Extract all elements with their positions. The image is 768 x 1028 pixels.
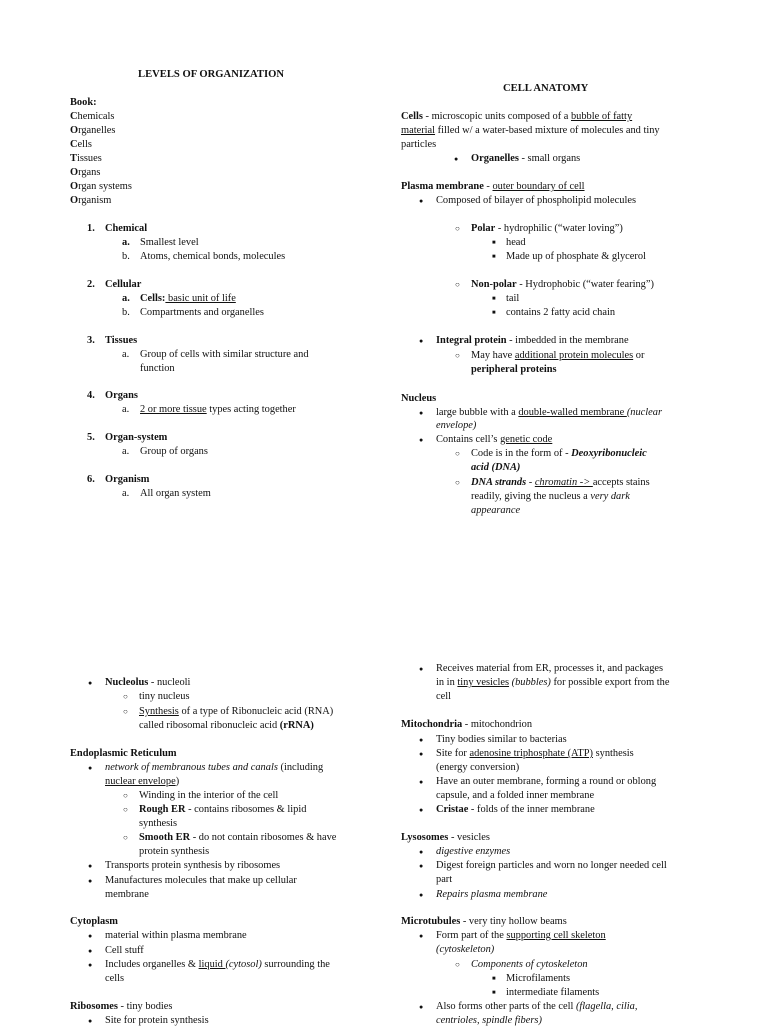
nucleus-sub-2-cont: readily, giving the nucleus a very dark (471, 491, 630, 502)
cytoplasm-item-1: ● material within plasma membrane (105, 929, 247, 943)
nucleolus-sub-2-cont: called ribosomal ribonucleic acid (rRNA) (139, 720, 314, 731)
nucleus-sub-1: ○ Code is in the form of - Deoxyribonucleic (471, 447, 647, 461)
mito-item-3-cont: capsule, and a folded inner membrane (436, 790, 595, 801)
er-heading: Endoplasmic Reticulum (70, 748, 177, 759)
polar-sub-2: ■ Made up of phosphate & glycerol (506, 250, 646, 264)
nucleus-item-2: ● Contains cell’s genetic code (436, 433, 552, 447)
polar-item: ○ Polar - hydrophilic (“water loving”) (471, 222, 623, 236)
book-list-item: Organs (70, 167, 101, 178)
lyso-item-3: ● Repairs plasma membrane (436, 888, 547, 902)
ribosomes-heading: Ribosomes - tiny bodies (70, 1001, 173, 1012)
book-label: Book: (70, 97, 97, 108)
plasma-membrane-heading: Plasma membrane - outer boundary of cell (401, 181, 585, 192)
micro-sub-1: ○ Components of cytoskeleton (471, 958, 588, 972)
integral-sub-1-cont: peripheral proteins (471, 364, 557, 375)
golgi-item-1-cont: in in tiny vesicles (bubbles) for possible export from the (436, 677, 670, 688)
er-sub-3: ○ Smooth ER - do not contain ribosomes & have (139, 831, 336, 845)
nucleus-item-1: ● large bubble with a double-walled membrane (nuclear (436, 406, 662, 420)
nonpolar-sub-1: ■ tail (506, 292, 519, 306)
book-list-item: Tissues (70, 153, 102, 164)
level-heading: 3. Tissues (87, 335, 138, 346)
er-item-3: ● Manufactures molecules that make up cellular (105, 874, 297, 888)
mito-item-2: ● Site for adenosine triphosphate (ATP) synthesis (436, 747, 634, 761)
integral-protein-item: ● Integral protein - imbedded in the membrane (436, 334, 629, 348)
mito-item-2-cont: (energy conversion) (436, 762, 520, 773)
micro-item-2-cont: centrioles, spindle fibers) (436, 1015, 542, 1026)
level-item: a. Group of organs (122, 446, 208, 457)
er-sub-1: ○ Winding in the interior of the cell (139, 789, 278, 803)
cells-line-2: material filled w/ a water-based mixture of molecules and tiny (401, 125, 660, 136)
golgi-item-1: ● Receives material from ER, processes it, and packages (436, 662, 663, 676)
book-list-item: Cells (70, 139, 92, 150)
level-heading: 1. Chemical (87, 223, 148, 234)
micro-sub-sub-2: ■ intermediate filaments (506, 986, 599, 1000)
cytoplasm-item-2: ● Cell stuff (105, 944, 144, 958)
level-heading: 6. Organism (87, 474, 150, 485)
mito-item-4: ● Cristae - folds of the inner membrane (436, 803, 595, 817)
nucleolus-sub-1: ○ tiny nucleus (139, 690, 190, 704)
level-item: a. Group of cells with similar structure and (122, 349, 309, 360)
level-item: a. All organ system (122, 488, 211, 499)
level-heading: 5. Organ-system (87, 432, 168, 443)
polar-sub-1: ■ head (506, 236, 526, 250)
section-title: CELL ANATOMY (503, 83, 589, 94)
book-list-item: Organism (70, 195, 112, 206)
ribosomes-item-1: ● Site for protein synthesis (105, 1014, 209, 1028)
micro-sub-sub-1: ■ Microfilaments (506, 972, 570, 986)
book-list-item: Organelles (70, 125, 116, 136)
er-item-1: ● network of membranous tubes and canals (including (105, 761, 323, 775)
level-heading: 4. Organs (87, 390, 138, 401)
lyso-item-1: ● digestive enzymes (436, 845, 510, 859)
level-item: b. Compartments and organelles (122, 307, 264, 318)
micro-item-1: ● Form part of the supporting cell skeleton (436, 929, 606, 943)
level-item-cont: function (140, 363, 175, 374)
plasma-item: ● Composed of bilayer of phospholipid molecules (436, 194, 636, 208)
level-item: a. 2 or more tissue types acting together (122, 404, 296, 415)
book-list-item: Organ systems (70, 181, 132, 192)
cytoplasm-heading: Cytoplasm (70, 916, 118, 927)
er-sub-2-cont: synthesis (139, 818, 178, 829)
level-item: b. Atoms, chemical bonds, molecules (122, 251, 286, 262)
integral-sub-1: ○ May have additional protein molecules or (471, 349, 644, 363)
nucleus-sub-2-cont-2: appearance (471, 505, 521, 516)
mitochondria-heading: Mitochondria - mitochondrion (401, 719, 533, 730)
er-item-3-cont: membrane (105, 889, 149, 900)
level-item: a. Cells: basic unit of life (122, 293, 236, 304)
nonpolar-item: ○ Non-polar - Hydrophobic (“water fearing”) (471, 278, 654, 292)
cytoplasm-item-3-cont: cells (105, 973, 125, 984)
cytoplasm-item-3: ● Includes organelles & liquid (cytosol) surrounding the (105, 958, 330, 972)
nucleolus-item: ● Nucleolus - nucleoli (105, 676, 190, 690)
lyso-item-2-cont: part (436, 874, 453, 885)
lysosomes-heading: Lysosomes - vesicles (401, 832, 490, 843)
nucleus-sub-1-cont: acid (DNA) (471, 462, 521, 473)
level-item: a. Smallest level (122, 237, 199, 248)
microtubules-heading: Microtubules - very tiny hollow beams (401, 916, 567, 927)
mito-item-3: ● Have an outer membrane, forming a round or oblong (436, 775, 656, 789)
er-item-1-cont: nuclear envelope) (105, 776, 180, 787)
er-item-2: ● Transports protein synthesis by ribosomes (105, 859, 280, 873)
golgi-item-1-cont-2: cell (436, 691, 451, 702)
page-title: LEVELS OF ORGANIZATION (138, 69, 284, 80)
nucleus-sub-2: ○ DNA strands - chromatin -> accepts stains (471, 476, 650, 490)
cells-line-1: Cells - microscopic units composed of a bubble of fatty (401, 111, 633, 122)
book-list-item: Chemicals (70, 111, 115, 122)
micro-item-2: ● Also forms other parts of the cell (flagella, cilia, (436, 1000, 637, 1014)
er-sub-2: ○ Rough ER - contains ribosomes & lipid (139, 803, 306, 817)
lyso-item-2: ● Digest foreign particles and worn no longer needed cell (436, 859, 667, 873)
mito-item-1: ● Tiny bodies similar to bacterias (436, 733, 567, 747)
organelles-item: ● Organelles - small organs (471, 152, 580, 166)
er-sub-3-cont: protein synthesis (139, 846, 210, 857)
cells-line-3: particles (401, 139, 437, 150)
nucleolus-sub-2: ○ Synthesis of a type of Ribonucleic acid (RNA) (139, 705, 333, 719)
nucleus-heading: Nucleus (401, 393, 437, 404)
nonpolar-sub-2: ■ contains 2 fatty acid chain (506, 306, 615, 320)
micro-item-1-cont: (cytoskeleton) (436, 944, 495, 955)
level-heading: 2. Cellular (87, 279, 142, 290)
nucleus-item-1-cont: envelope) (436, 420, 477, 431)
